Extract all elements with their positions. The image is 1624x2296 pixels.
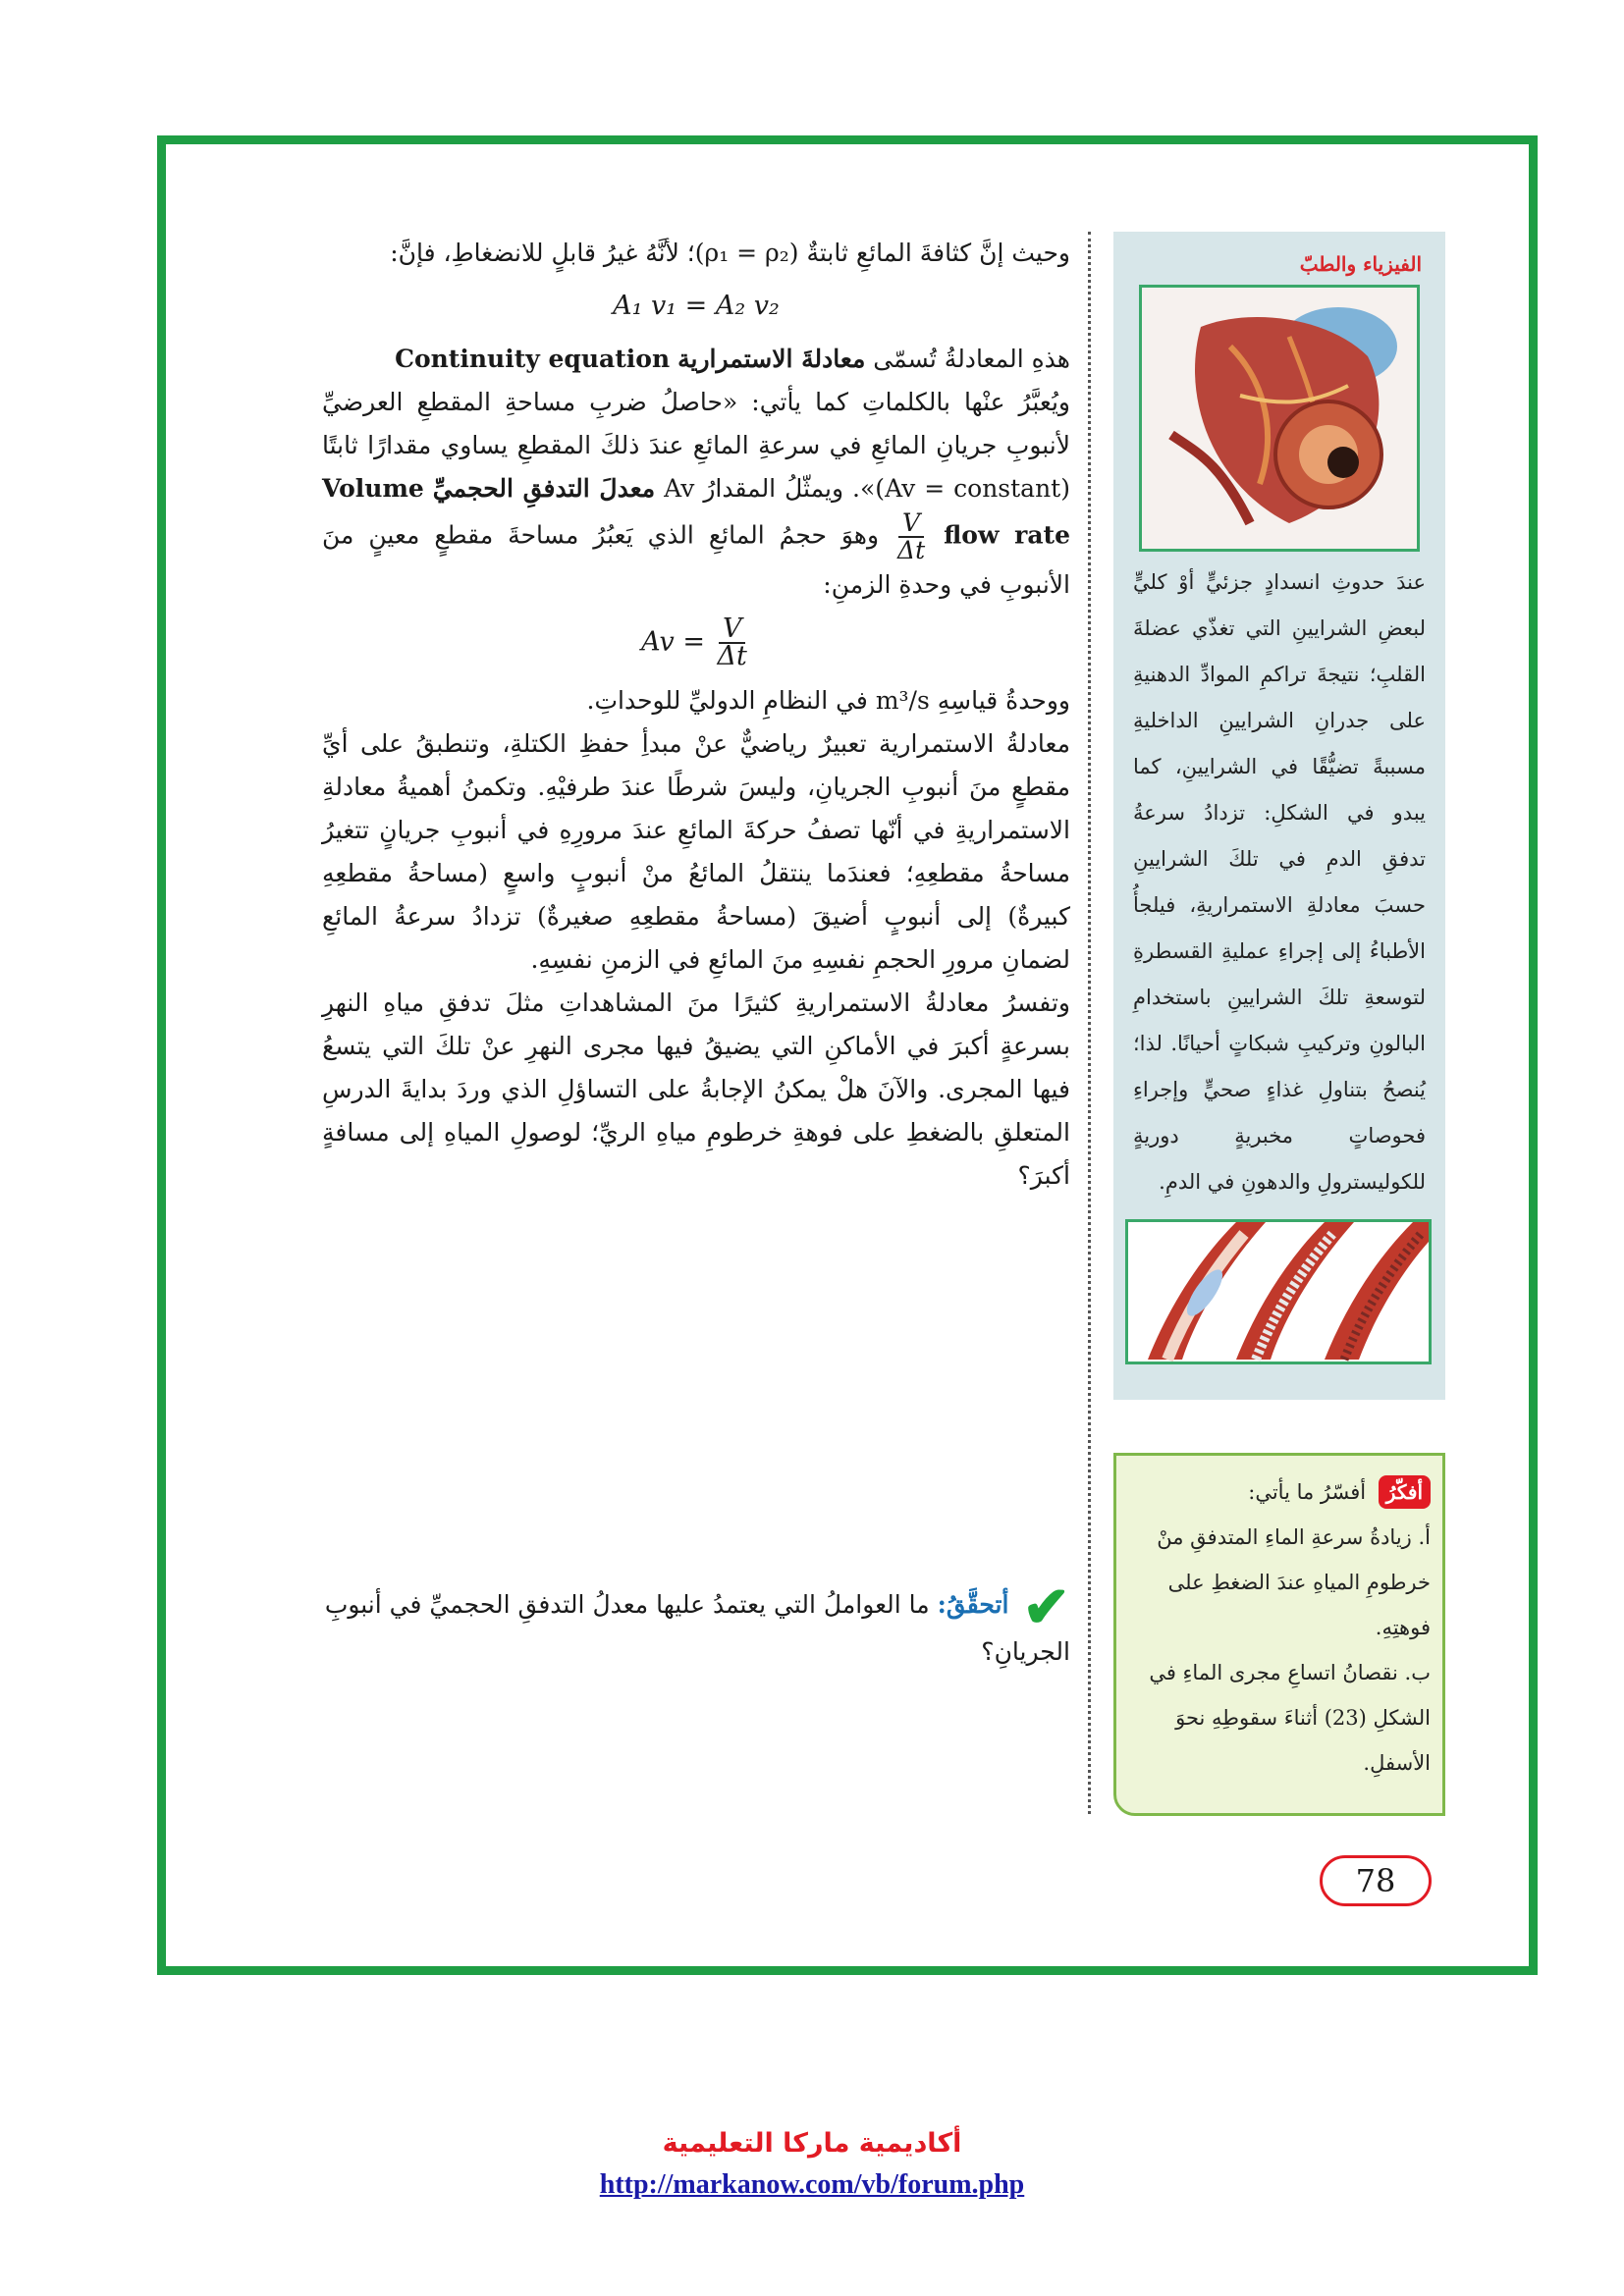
paragraph-importance: معادلةُ الاستمرارية تعبيرٌ رياضيٌّ عنْ مبدأِ حفظِ الكتلةِ، وتنطبقُ على أيِّ مقطعٍ منَ أنبوبِ الجريانِ، وليسَ شرطًا عندَ طرفيْهِ. وتكمنُ أهميةُ معادلةِ الاستمراريةِ في أنّها تصفُ حركةَ المائعِ عندَ مرورِهِ في أنبوبِ جريانٍ تتغيرُ مساحةُ مقطعِهِ؛ فعندَما ينتقلُ المائعُ منْ أنبوبٍ واسعٍ (مساحةُ مقطعِهِ كبيرةٌ) إلى أنبوبٍ أضيقَ (مساحةُ مقطعِهِ صغيرةٌ) تزدادُ سرعةُ المائعِ لضمانِ مرورِ الحجمِ نفسِهِ منَ المائعِ في الزمنِ نفسِهِ. — [322, 729, 1070, 974]
fraction-numerator: V — [898, 510, 924, 538]
paragraph-observations: وتفسرُ معادلةُ الاستمراريةِ كثيرًا منَ المشاهداتِ مثلَ تدفقِ مياهِ النهرِ بسرعةٍ أكبرَ في الأماكنِ التي يضيقُ فيها مجرى النهرِ عنْ تلكَ التي يتسعُ فيها المجرى. والآنَ هلْ يمكنُ الإجابةُ على التساؤلِ الذي وردَ بدايةَ الدرسِ المتعلقِ بالضغطِ على فوهةِ خرطومِ مياهِ الريِّ؛ لوصولِ المياهِ إلى مسافةٍ أكبرَ؟ — [322, 988, 1070, 1190]
equation-continuity: A₁ v₁ = A₂ v₂ — [613, 291, 780, 321]
term-continuity-en: Continuity equation — [395, 345, 671, 373]
equation-flow-rate — [322, 616, 1070, 669]
artery-stent-image — [1125, 1219, 1432, 1364]
sidebar-title: الفيزياء والطبّ — [1299, 252, 1422, 276]
think-box — [1113, 1453, 1445, 1816]
term-volume-flow-en: Volume flow rate — [322, 474, 1071, 550]
think-badge: أفكّرُ — [1379, 1475, 1431, 1509]
footer-title: أكاديمية ماركا التعليمية — [662, 2128, 962, 2159]
sidebar-text: عندَ حدوثِ انسدادٍ جزئيٍّ أوْ كليٍّ لبعضِ الشرايينِ التي تغذّي عضلةَ القلبِ؛ نتيجةَ تراكمِ الموادِّ الدهنيةِ على جدرانِ الشرايينِ الداخليةِ مسببةً تضيُّقًا في الشرايينِ، كما يبدو في الشكلِ: تزدادُ سرعةُ تدفقِ الدمِ في تلكَ الشرايينِ حسبَ معادلةِ الاستمراريةِ، فيلجأُ الأطباءُ إلى إجراءِ عمليةِ القسطرةِ لتوسعةِ تلكَ الشرايينِ باستخدامِ البالونِ وتركيبِ شبكاتٍ أحيانًا. لذا؛ يُنصحُ بتناولِ غذاءٍ صحيٍّ وإجراءِ فحوصاتٍ مخبريةٍ دوريةٍ للكوليسترولِ والدهونِ في الدمِ. — [1133, 570, 1426, 1194]
think-item-a: أ. زيادةُ سرعةِ الماءِ المتدفقِ منْ خرطومِ المياهِ عندَ الضغطِ على فوهتِهِ. — [1157, 1525, 1431, 1639]
footer-link[interactable]: http://markanow.com/vb/forum.php — [599, 2169, 1025, 2200]
paragraph-continuity-name — [322, 338, 1070, 381]
page-number: 78 — [1320, 1855, 1432, 1906]
checkmark-icon: ✔ — [1022, 1573, 1070, 1640]
fraction-v-dt — [893, 510, 929, 563]
column-divider — [1088, 232, 1091, 1814]
check-label: أتحقَّقُ: — [937, 1590, 1009, 1619]
think-item-b: ب. نقصانُ اتساعِ مجرى الماءِ في الشكلِ (23) أثناءَ سقوطِهِ نحوَ الأسفلِ. — [1149, 1661, 1431, 1775]
think-header — [1128, 1469, 1431, 1515]
paragraph-definition — [322, 381, 1070, 607]
fraction-denominator: Δt — [717, 641, 747, 671]
text: ويُعبَّرُ عنْها بالكلماتِ كما يأتي: «حاصلُ ضربِ مساحةِ المقطعِ العرضيِّ لأنبوبِ جريانِ المائعِ في سرعةِ المائعِ عندَ ذلكَ المقطعِ يساوي مقدارًا ثابتًا (Av = constant)». ويمثّلُ المقدارُ Av — [322, 388, 1070, 503]
paragraph-density: وحيث إنَّ كثافةَ المائعِ ثابتةٌ (ρ₁ = ρ₂)؛ لأنَّهُ غيرُ قابلٍ للانضغاطِ، فإنَّ: — [390, 239, 1070, 267]
heart-image — [1139, 285, 1420, 552]
think-intro: أفسّرُ ما يأتي: — [1248, 1480, 1367, 1504]
term-continuity: معادلةَ الاستمرارية — [677, 345, 866, 373]
equation-lhs: Av = — [641, 626, 705, 658]
artery-illustration — [1128, 1222, 1429, 1362]
fraction-numerator: V — [719, 616, 746, 644]
main-column — [322, 232, 1070, 1198]
paragraph-unit: ووحدةُ قياسِهِ m³/s في النظامِ الدوليِّ للوحداتِ. — [586, 686, 1070, 715]
fraction-denominator: Δt — [897, 536, 926, 564]
sidebar-physics-medicine — [1113, 232, 1445, 1400]
fraction-v-dt-2 — [714, 616, 751, 669]
term-volume-flow: معدلَ التدفقِ الحجميِّ — [432, 474, 656, 503]
heart-illustration — [1142, 288, 1417, 549]
text: وهوَ حجمُ المائعِ الذي يَعبُرُ مساحةَ مقطعٍ معينٍ منَ الأنبوبِ في وحدةِ الزمنِ: — [322, 520, 1070, 599]
check-text: ما العواملُ التي يعتمدُ عليها معدلُ التدفقِ الحجميِّ في أنبوبِ الجريانِ؟ — [324, 1590, 1070, 1666]
text: هذهِ المعادلةُ تُسمّى — [865, 345, 1070, 373]
check-question — [322, 1573, 1070, 1675]
